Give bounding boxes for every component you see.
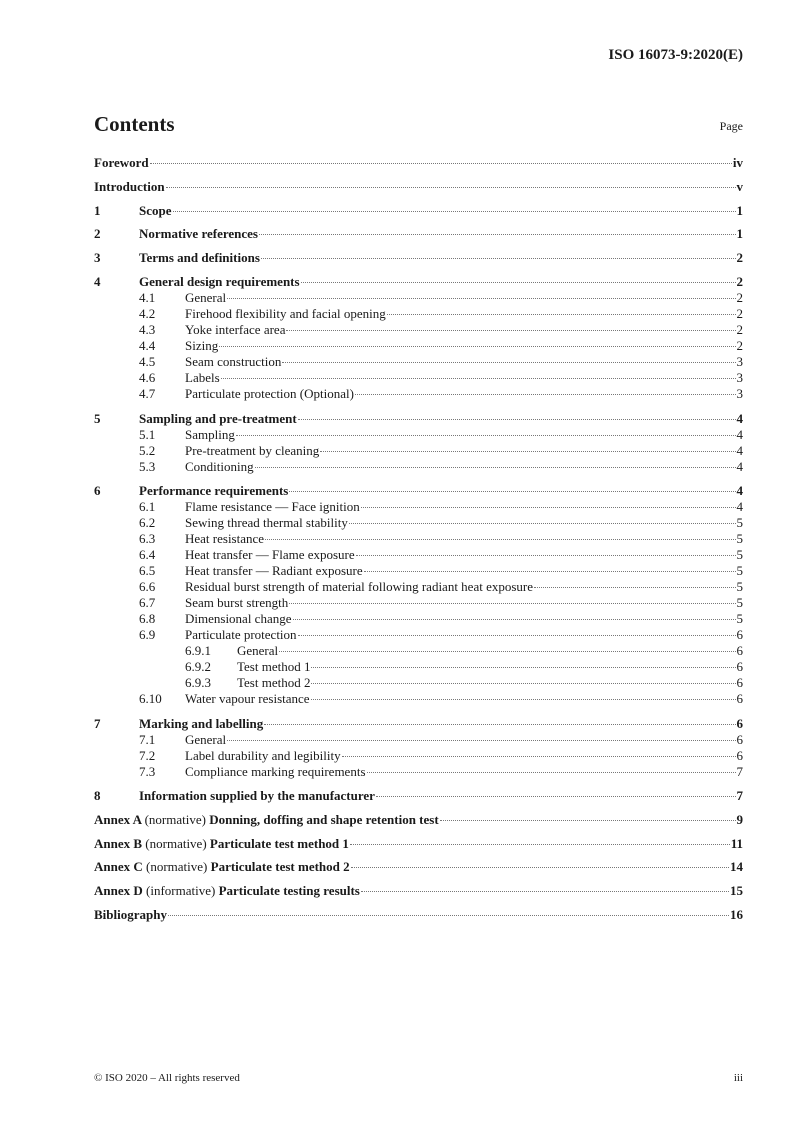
toc-entry-page: 6 bbox=[736, 627, 743, 642]
toc-entry-number: 6.2 bbox=[139, 515, 156, 530]
annex-kind: (normative) bbox=[144, 811, 206, 827]
toc-entry-page: 4 bbox=[736, 442, 743, 458]
dot-leader bbox=[367, 772, 736, 773]
toc-entry-page: 2 bbox=[736, 306, 743, 321]
toc-entry-number: 6.9.1 bbox=[185, 643, 211, 658]
toc-entry[interactable] bbox=[94, 883, 743, 899]
dot-leader bbox=[320, 451, 735, 452]
dot-leader bbox=[311, 683, 735, 684]
toc-entry-page: 6 bbox=[736, 691, 743, 706]
dot-leader bbox=[364, 571, 736, 572]
toc-entry-title: Dimensional change bbox=[185, 611, 292, 626]
toc-entry[interactable] bbox=[139, 427, 743, 443]
toc-entry-page: 5 bbox=[736, 611, 743, 626]
toc-entry[interactable] bbox=[94, 716, 743, 732]
toc-entry-page: 5 bbox=[736, 579, 743, 594]
toc-entry[interactable] bbox=[94, 411, 743, 427]
toc-entry-page: 5 bbox=[736, 563, 743, 578]
toc-entry-number: 7.1 bbox=[139, 731, 156, 747]
toc-entry[interactable] bbox=[94, 859, 743, 875]
toc-entry-page: 1 bbox=[736, 202, 743, 218]
toc-entry-title: Normative references bbox=[139, 226, 258, 242]
dot-leader bbox=[236, 435, 736, 436]
toc-entry-number: 6.10 bbox=[139, 691, 162, 706]
dot-leader bbox=[301, 282, 736, 283]
toc-entry-number: 4.6 bbox=[139, 370, 156, 385]
toc-entry[interactable] bbox=[94, 250, 743, 266]
annex-label: Annex C bbox=[94, 859, 143, 875]
dot-leader bbox=[261, 258, 736, 259]
toc-entry-page: 14 bbox=[730, 859, 743, 875]
toc-entry-page: 6 bbox=[736, 715, 743, 731]
toc-entry[interactable] bbox=[94, 836, 743, 852]
toc-entry-title: Sewing thread thermal stability bbox=[185, 515, 348, 530]
toc-entry-page: 5 bbox=[736, 531, 743, 546]
annex-kind: (informative) bbox=[146, 883, 216, 899]
dot-leader bbox=[298, 419, 736, 420]
toc-entry-page: 15 bbox=[730, 883, 743, 899]
toc-entry[interactable] bbox=[94, 483, 743, 499]
dot-leader bbox=[440, 820, 736, 821]
dot-leader bbox=[168, 915, 729, 916]
toc-entry-title: Labels bbox=[185, 370, 220, 385]
toc-entry-page: 7 bbox=[736, 763, 743, 779]
dot-leader bbox=[286, 330, 735, 331]
annex-title: Particulate test method 2 bbox=[210, 859, 350, 875]
dot-leader bbox=[351, 867, 729, 868]
toc-entry-page: 4 bbox=[736, 499, 743, 514]
toc-entry-page: 4 bbox=[736, 458, 743, 474]
dot-leader bbox=[173, 211, 736, 212]
dot-leader bbox=[255, 467, 736, 468]
toc-entry[interactable] bbox=[139, 322, 743, 338]
dot-leader bbox=[279, 651, 735, 652]
toc-entry-title: Firehood flexibility and facial opening bbox=[185, 306, 386, 321]
annex-title: Donning, doffing and shape retention test bbox=[209, 811, 439, 827]
dot-leader bbox=[227, 298, 735, 299]
annex-title: Particulate test method 1 bbox=[209, 835, 349, 851]
toc-entry-title: Performance requirements bbox=[139, 483, 289, 498]
dot-leader bbox=[166, 187, 736, 188]
toc-entry-page: 7 bbox=[736, 788, 743, 803]
toc-entry[interactable] bbox=[94, 179, 743, 195]
toc-entry-title: General design requirements bbox=[139, 274, 300, 289]
document-id-header: ISO 16073-9:2020(E) bbox=[608, 47, 743, 63]
toc-entry[interactable] bbox=[139, 306, 743, 322]
toc-entry-number: 5 bbox=[94, 410, 101, 426]
page-title: Contents bbox=[94, 112, 175, 136]
dot-leader bbox=[356, 555, 736, 556]
dot-leader bbox=[282, 362, 735, 363]
toc-entry-page: 4 bbox=[736, 410, 743, 426]
toc-entry-title: Test method 2 bbox=[237, 675, 311, 690]
toc-entry-title: Particulate protection (Optional) bbox=[185, 386, 354, 401]
toc-entry-title: Yoke interface area bbox=[185, 322, 286, 337]
toc-entry-page: 6 bbox=[736, 643, 743, 658]
toc-entry-number: 4.1 bbox=[139, 290, 156, 305]
toc-entry-page: 9 bbox=[736, 811, 743, 827]
dot-leader bbox=[289, 603, 735, 604]
toc-entry-title: Heat transfer — Radiant exposure bbox=[185, 563, 363, 578]
toc-entry-title: General bbox=[185, 731, 227, 747]
toc-entry-title: Label durability and legibility bbox=[185, 747, 341, 763]
toc-entry-page: 2 bbox=[736, 274, 743, 289]
toc-entry-page: 6 bbox=[736, 747, 743, 763]
toc-entry-page: 4 bbox=[736, 483, 743, 498]
toc-entry[interactable] bbox=[94, 274, 743, 290]
toc-entry-title: Sizing bbox=[185, 338, 219, 353]
toc-entry-number: 5.3 bbox=[139, 458, 156, 474]
toc-entry[interactable] bbox=[94, 203, 743, 219]
toc-entry-number: 3 bbox=[94, 250, 101, 266]
annex-title: Particulate testing results bbox=[218, 883, 360, 899]
annex-kind: (normative) bbox=[146, 859, 208, 875]
toc-entry[interactable] bbox=[139, 443, 743, 459]
toc-entry-number: 6.6 bbox=[139, 579, 156, 594]
toc-entry-title: Test method 1 bbox=[237, 659, 311, 674]
toc-entry-page: 6 bbox=[736, 675, 743, 690]
toc-entry-number: 7.2 bbox=[139, 747, 156, 763]
toc-entry-title: Compliance marking requirements bbox=[185, 763, 366, 779]
toc-entry[interactable] bbox=[139, 563, 743, 579]
toc-entry-title: Heat resistance bbox=[185, 531, 265, 546]
toc-entry[interactable] bbox=[139, 459, 743, 475]
dot-leader bbox=[221, 378, 736, 379]
dot-leader bbox=[350, 844, 730, 845]
toc-entry[interactable] bbox=[139, 370, 743, 386]
toc-entry-page: 3 bbox=[736, 354, 743, 369]
toc-entry-title bbox=[94, 859, 350, 875]
toc-entry-number: 4.7 bbox=[139, 386, 156, 401]
toc-entry-page: 5 bbox=[736, 595, 743, 610]
toc-entry-page: 2 bbox=[736, 290, 743, 305]
footer-page-number: iii bbox=[733, 1072, 743, 1084]
dot-leader bbox=[387, 314, 736, 315]
dot-leader bbox=[289, 491, 735, 492]
dot-leader bbox=[534, 587, 735, 588]
toc-entry-number: 7.3 bbox=[139, 763, 156, 779]
toc-entry-title: Scope bbox=[139, 202, 172, 218]
toc-entry-number: 8 bbox=[94, 788, 101, 803]
toc-entry-number: 1 bbox=[94, 202, 101, 218]
dot-leader bbox=[361, 507, 736, 508]
toc-entry-number: 7 bbox=[94, 715, 101, 731]
footer-copyright: © ISO 2020 – All rights reserved bbox=[94, 1072, 240, 1084]
toc-entry[interactable] bbox=[139, 499, 743, 515]
toc-entry-title: Terms and definitions bbox=[139, 250, 260, 266]
toc-entry-title: Bibliography bbox=[94, 907, 167, 922]
toc-entry-title: Residual burst strength of material following radiant heat exposure bbox=[185, 579, 534, 594]
dot-leader bbox=[227, 740, 735, 741]
toc-entry[interactable] bbox=[185, 659, 743, 675]
toc-entry-page: 2 bbox=[736, 250, 743, 266]
toc-entry-title bbox=[94, 883, 360, 899]
toc-entry-number: 5.1 bbox=[139, 426, 156, 442]
page-column-label: Page bbox=[719, 119, 743, 133]
dot-leader bbox=[342, 756, 736, 757]
toc-entry-number: 6 bbox=[94, 483, 101, 498]
dot-leader bbox=[293, 619, 736, 620]
toc-entry-page: iv bbox=[732, 155, 743, 170]
toc-entry-page: 16 bbox=[730, 907, 743, 922]
toc-entry[interactable] bbox=[94, 907, 743, 923]
toc-entry[interactable] bbox=[94, 155, 743, 171]
toc-entry[interactable] bbox=[139, 531, 743, 547]
toc-entry-title: Flame resistance — Face ignition bbox=[185, 499, 360, 514]
toc-entry[interactable] bbox=[185, 675, 743, 691]
toc-entry-number: 4 bbox=[94, 274, 101, 289]
toc-entry-title bbox=[94, 836, 349, 852]
toc-entry-number: 4.2 bbox=[139, 306, 156, 321]
toc-entry-number: 6.7 bbox=[139, 595, 156, 610]
dot-leader bbox=[298, 635, 736, 636]
toc-entry-number: 6.4 bbox=[139, 547, 156, 562]
toc-entry-title: Sampling and pre-treatment bbox=[139, 410, 297, 426]
toc-entry-number: 6.3 bbox=[139, 531, 156, 546]
dot-leader bbox=[259, 234, 736, 235]
toc-entry-page: 3 bbox=[736, 370, 743, 385]
toc-entry[interactable] bbox=[94, 812, 743, 828]
toc-entry-title: General bbox=[237, 643, 279, 658]
toc-entry-number: 6.8 bbox=[139, 611, 156, 626]
toc-entry[interactable] bbox=[139, 764, 743, 780]
dot-leader bbox=[150, 163, 732, 164]
dot-leader bbox=[311, 667, 735, 668]
toc-entry-page: 11 bbox=[730, 835, 743, 851]
dot-leader bbox=[376, 796, 736, 797]
toc-entry-number: 6.9.2 bbox=[185, 659, 211, 674]
toc-entry[interactable] bbox=[139, 748, 743, 764]
dot-leader bbox=[265, 539, 735, 540]
annex-label: Annex D bbox=[94, 883, 143, 899]
toc-entry-number: 4.5 bbox=[139, 354, 156, 369]
toc-entry-title: General bbox=[185, 290, 227, 305]
toc-entry-title: Introduction bbox=[94, 178, 165, 194]
toc-entry-title: Foreword bbox=[94, 155, 149, 170]
dot-leader bbox=[355, 394, 736, 395]
toc-entry-title: Conditioning bbox=[185, 458, 254, 474]
annex-label: Annex A bbox=[94, 811, 142, 827]
toc-entry-page: 3 bbox=[736, 386, 743, 401]
toc-entry[interactable] bbox=[139, 595, 743, 611]
dot-leader bbox=[219, 346, 735, 347]
toc-entry-title: Heat transfer — Flame exposure bbox=[185, 547, 355, 562]
toc-entry-number: 4.4 bbox=[139, 338, 156, 353]
toc-entry-page: 5 bbox=[736, 547, 743, 562]
toc-entry-page: 4 bbox=[736, 426, 743, 442]
toc-entry-number: 6.5 bbox=[139, 563, 156, 578]
toc-entry-title: Marking and labelling bbox=[139, 715, 264, 731]
toc-entry[interactable] bbox=[185, 643, 743, 659]
toc-entry[interactable] bbox=[139, 691, 743, 707]
annex-label: Annex B bbox=[94, 835, 143, 851]
toc-entry[interactable] bbox=[139, 515, 743, 531]
toc-entry[interactable] bbox=[139, 338, 743, 354]
toc-entry-title: Seam burst strength bbox=[185, 595, 289, 610]
toc-entry-title: Information supplied by the manufacturer bbox=[139, 788, 375, 803]
dot-leader bbox=[361, 891, 729, 892]
toc-entry[interactable] bbox=[139, 732, 743, 748]
toc-entry-title: Pre-treatment by cleaning bbox=[185, 442, 320, 458]
toc-entry[interactable] bbox=[139, 290, 743, 306]
toc-entry[interactable] bbox=[139, 579, 743, 595]
toc-entry-page: v bbox=[736, 178, 743, 194]
toc-entry[interactable] bbox=[139, 354, 743, 370]
toc-entry-number: 2 bbox=[94, 226, 101, 242]
toc-entry-number: 5.2 bbox=[139, 442, 156, 458]
toc-entry-page: 1 bbox=[736, 226, 743, 242]
annex-kind: (normative) bbox=[145, 835, 207, 851]
toc-entry-number: 6.9.3 bbox=[185, 675, 211, 690]
toc-entry-title: Seam construction bbox=[185, 354, 282, 369]
toc-entry-title: Particulate protection bbox=[185, 627, 297, 642]
toc-entry[interactable] bbox=[139, 611, 743, 627]
dot-leader bbox=[349, 523, 736, 524]
toc-entry-title bbox=[94, 812, 439, 828]
toc-entry-title: Water vapour resistance bbox=[185, 691, 310, 706]
toc-entry-page: 6 bbox=[736, 731, 743, 747]
toc-entry[interactable] bbox=[139, 627, 743, 643]
dot-leader bbox=[311, 699, 736, 700]
toc-entry[interactable] bbox=[139, 547, 743, 563]
toc-entry-number: 6.1 bbox=[139, 499, 156, 514]
dot-leader bbox=[264, 724, 735, 725]
toc-entry[interactable] bbox=[94, 788, 743, 804]
toc-entry[interactable] bbox=[139, 386, 743, 402]
toc-entry-page: 2 bbox=[736, 338, 743, 353]
toc-entry-page: 5 bbox=[736, 515, 743, 530]
toc-entry-page: 6 bbox=[736, 659, 743, 674]
toc-entry[interactable] bbox=[94, 226, 743, 242]
toc-entry-page: 2 bbox=[736, 322, 743, 337]
toc-entry-number: 4.3 bbox=[139, 322, 156, 337]
toc-entry-number: 6.9 bbox=[139, 627, 156, 642]
toc-entry-title: Sampling bbox=[185, 426, 235, 442]
